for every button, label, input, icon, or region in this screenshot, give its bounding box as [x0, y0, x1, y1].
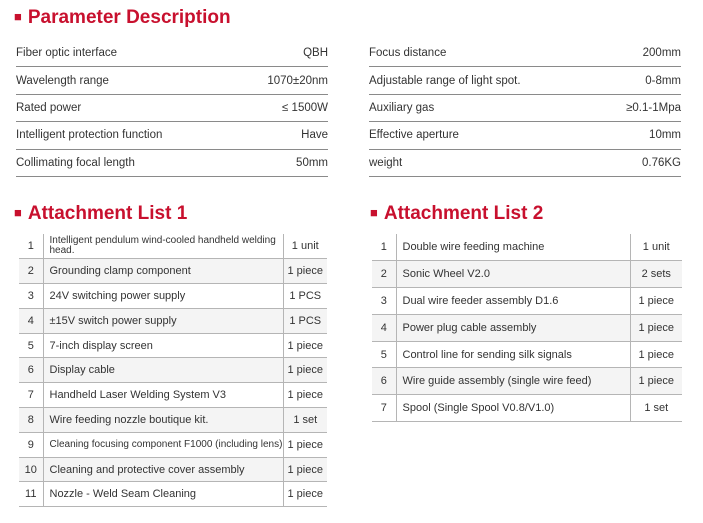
table-row [372, 261, 682, 288]
table-row [19, 482, 327, 507]
parameter-row [16, 40, 328, 67]
parameter-row [369, 40, 681, 67]
cell-qty: 1 piece [283, 482, 327, 507]
cell-name: Wire guide assembly (single wire feed) [396, 368, 630, 395]
cell-no: 7 [19, 383, 43, 408]
table-row [372, 234, 682, 261]
cell-no: 1 [372, 234, 396, 261]
cell-qty: 1 piece [630, 288, 682, 315]
table-row [19, 259, 327, 284]
parameter-label: Auxiliary gas [369, 101, 435, 114]
cell-no: 3 [19, 284, 43, 309]
cell-name: Spool (Single Spool V0.8/V1.0) [396, 395, 630, 422]
square-bullet-icon: ■ [14, 9, 22, 24]
parameter-label: Wavelength range [16, 74, 109, 87]
cell-no: 7 [372, 395, 396, 422]
parameter-section-title: ■ Parameter Description [14, 7, 231, 28]
cell-no: 4 [372, 314, 396, 341]
parameter-value: 0-8mm [645, 74, 681, 87]
table-row [372, 368, 682, 395]
cell-name: Power plug cable assembly [396, 314, 630, 341]
table-row [372, 314, 682, 341]
attachment-list-2-title: ■ Attachment List 2 [370, 203, 544, 224]
cell-qty: 2 sets [630, 261, 682, 288]
attachment-list-2-table [372, 234, 682, 422]
cell-qty: 1 piece [283, 383, 327, 408]
cell-qty: 1 piece [283, 358, 327, 383]
cell-name: Dual wire feeder assembly D1.6 [396, 288, 630, 315]
cell-qty: 1 PCS [283, 308, 327, 333]
parameter-row [16, 67, 328, 94]
parameter-list-right [369, 40, 681, 177]
cell-qty: 1 unit [283, 234, 327, 259]
parameter-row [369, 150, 681, 177]
parameter-value: 10mm [649, 129, 681, 142]
parameter-label: Collimating focal length [16, 156, 135, 169]
table-row [19, 383, 327, 408]
cell-name: Control line for sending silk signals [396, 341, 630, 368]
parameter-value: ≤ 1500W [282, 101, 328, 114]
cell-qty: 1 set [283, 408, 327, 433]
parameter-value: 50mm [296, 156, 328, 169]
parameter-row [16, 122, 328, 149]
parameter-row [369, 122, 681, 149]
cell-qty: 1 PCS [283, 284, 327, 309]
cell-qty: 1 set [630, 395, 682, 422]
table-row [19, 358, 327, 383]
parameter-label: Fiber optic interface [16, 47, 117, 60]
cell-name: Display cable [43, 358, 283, 383]
cell-name: 7-inch display screen [43, 333, 283, 358]
table-row [372, 341, 682, 368]
parameter-row [16, 95, 328, 122]
cell-no: 1 [19, 234, 43, 259]
attachment-list-1-title: ■ Attachment List 1 [14, 203, 188, 224]
cell-name: Handheld Laser Welding System V3 [43, 383, 283, 408]
cell-name: Double wire feeding machine [396, 234, 630, 261]
cell-no: 10 [19, 457, 43, 482]
cell-no: 2 [19, 259, 43, 284]
cell-name: Cleaning and protective cover assembly [43, 457, 283, 482]
parameter-label: Effective aperture [369, 129, 459, 142]
parameter-label: Intelligent protection function [16, 129, 163, 142]
cell-no: 5 [19, 333, 43, 358]
cell-qty: 1 piece [283, 432, 327, 457]
cell-name: Cleaning focusing component F1000 (including lens) [43, 432, 283, 457]
table-row [19, 333, 327, 358]
cell-name: Grounding clamp component [43, 259, 283, 284]
square-bullet-icon: ■ [370, 205, 378, 220]
cell-no: 6 [19, 358, 43, 383]
parameter-label: weight [369, 156, 403, 169]
cell-qty: 1 piece [630, 368, 682, 395]
parameter-row [369, 95, 681, 122]
parameter-list-left [16, 40, 328, 177]
table-row [372, 288, 682, 315]
cell-no: 9 [19, 432, 43, 457]
cell-no: 4 [19, 308, 43, 333]
table-row [19, 234, 327, 259]
cell-no: 8 [19, 408, 43, 433]
cell-no: 5 [372, 341, 396, 368]
cell-no: 2 [372, 261, 396, 288]
table-row [19, 284, 327, 309]
cell-qty: 1 unit [630, 234, 682, 261]
cell-qty: 1 piece [283, 333, 327, 358]
cell-name: Intelligent pendulum wind-cooled handheld welding head. [43, 234, 283, 259]
parameter-label: Focus distance [369, 47, 447, 60]
cell-name: Nozzle - Weld Seam Cleaning [43, 482, 283, 507]
table-row [372, 395, 682, 422]
parameter-label: Adjustable range of light spot. [369, 74, 521, 87]
table-row [19, 308, 327, 333]
cell-no: 11 [19, 482, 43, 507]
cell-name: Sonic Wheel V2.0 [396, 261, 630, 288]
parameter-row [16, 150, 328, 177]
parameter-label: Rated power [16, 101, 82, 114]
cell-qty: 1 piece [283, 259, 327, 284]
parameter-row [369, 67, 681, 94]
cell-no: 6 [372, 368, 396, 395]
cell-qty: 1 piece [283, 457, 327, 482]
attachment-list-1-table [19, 234, 327, 507]
table-row [19, 432, 327, 457]
parameter-value: 0.76KG [642, 156, 681, 169]
parameter-value: 1070±20nm [267, 74, 328, 87]
cell-name: ±15V switch power supply [43, 308, 283, 333]
table-row [19, 457, 327, 482]
cell-no: 3 [372, 288, 396, 315]
parameter-value: QBH [303, 47, 328, 60]
cell-name: Wire feeding nozzle boutique kit. [43, 408, 283, 433]
cell-qty: 1 piece [630, 341, 682, 368]
cell-qty: 1 piece [630, 314, 682, 341]
parameter-value: ≥0.1-1Mpa [626, 101, 681, 114]
square-bullet-icon: ■ [14, 205, 22, 220]
table-row [19, 408, 327, 433]
cell-name: 24V switching power supply [43, 284, 283, 309]
parameter-value: Have [301, 129, 328, 142]
parameter-value: 200mm [642, 47, 681, 60]
